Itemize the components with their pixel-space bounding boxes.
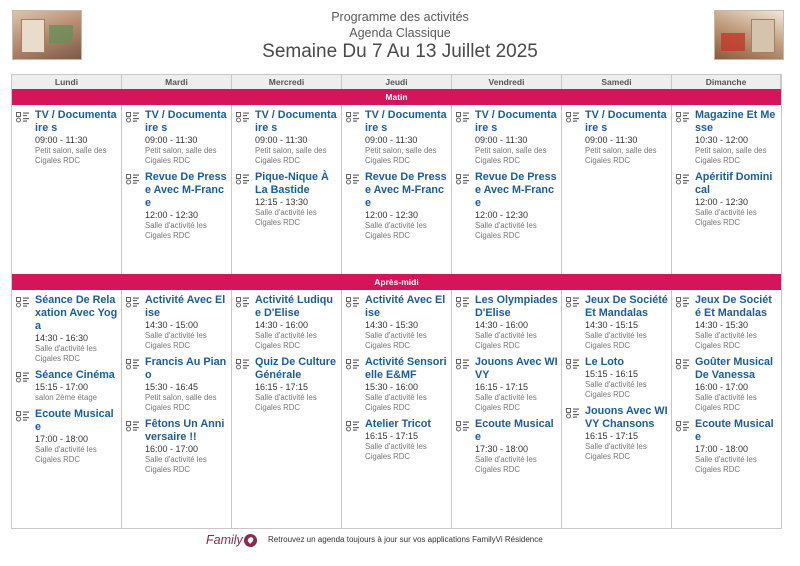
activity-item[interactable] [236, 356, 338, 413]
activity-title: Fêtons Un Anniversaire !! [145, 418, 225, 443]
activity-item[interactable] [346, 171, 448, 241]
activity-calendar-icon [16, 295, 30, 306]
activity-time: 17:30 - 18:00 [475, 444, 529, 454]
activity-time: 15:15 - 16:15 [585, 369, 639, 379]
activity-title: Activité Avec Elise [145, 294, 226, 319]
activity-title: Revue De Presse Avec M-France [475, 171, 557, 209]
activity-calendar-icon [16, 409, 30, 420]
afternoon-cell-dimanche [672, 290, 781, 528]
activity-item[interactable] [676, 418, 777, 475]
activity-calendar-icon [346, 357, 360, 368]
activity-calendar-icon [236, 110, 250, 121]
activity-time: 09:00 - 11:30 [145, 135, 198, 145]
activity-time: 12:00 - 12:30 [365, 210, 419, 220]
activity-item[interactable] [676, 294, 777, 351]
activity-title: Ecoute Musicale [695, 418, 774, 443]
activity-location: Salle d'activité les Cigales RDC [365, 442, 427, 461]
activity-time: 12:00 - 12:30 [145, 210, 199, 220]
activity-calendar-icon [676, 110, 690, 121]
activity-item[interactable] [346, 294, 448, 351]
activity-item[interactable] [566, 405, 668, 462]
afternoon-cell-vendredi [452, 290, 562, 528]
activity-calendar-icon [456, 295, 470, 306]
activity-item[interactable] [126, 418, 228, 475]
activity-item[interactable] [566, 356, 668, 400]
activity-time: 12:00 - 12:30 [695, 197, 749, 207]
activity-item[interactable] [16, 294, 118, 364]
activity-item[interactable] [346, 418, 448, 462]
activity-location: Petit salon, salle des Cigales RDC [475, 146, 547, 165]
activity-item[interactable] [236, 109, 338, 166]
activity-calendar-icon [676, 357, 690, 368]
activity-title: Jouons Avec WIVY [475, 356, 558, 381]
afternoon-cell-samedi [562, 290, 672, 528]
activity-calendar-icon [126, 172, 140, 183]
activity-time: 15:30 - 16:00 [365, 382, 419, 392]
activity-item[interactable] [346, 356, 448, 413]
activity-time: 16:15 - 17:15 [585, 431, 639, 441]
activity-location: Salle d'activité les Cigales RDC [585, 331, 647, 350]
activity-time: 09:00 - 11:30 [585, 135, 638, 145]
activity-title: Séance De Relaxation Avec Yoga [35, 294, 118, 332]
activity-calendar-icon [676, 419, 690, 430]
activity-title: TV / Documentaire s [35, 109, 117, 134]
activity-calendar-icon [16, 110, 30, 121]
activity-title: TV / Documentaire s [365, 109, 447, 134]
activity-location: Salle d'activité les Cigales RDC [695, 331, 757, 350]
residence-photo-right [714, 10, 784, 60]
activity-time: 14:30 - 15:30 [365, 320, 419, 330]
activity-title: Pique-Nique À La Bastide [255, 171, 329, 196]
activity-calendar-icon [346, 172, 360, 183]
activity-title: Le Loto [585, 356, 624, 368]
activity-title: Activité Sensorielle E&MF [365, 356, 447, 381]
activity-location: Salle d'activité les Cigales RDC [365, 331, 427, 350]
activity-location: Salle d'activité les Cigales RDC [255, 331, 317, 350]
activity-title: Jouons Avec WIVY Chansons [585, 405, 668, 430]
activity-time: 16:15 - 17:15 [365, 431, 419, 441]
day-header-5: Samedi [562, 75, 672, 89]
activity-time: 15:30 - 16:45 [145, 382, 199, 392]
activity-item[interactable] [126, 356, 228, 413]
activity-time: 09:00 - 11:30 [475, 135, 528, 145]
activity-item[interactable] [126, 109, 228, 166]
weekly-schedule-grid [11, 74, 782, 529]
activity-calendar-icon [566, 357, 580, 368]
activity-item[interactable] [566, 294, 668, 351]
activity-time: 09:00 - 11:30 [35, 135, 88, 145]
activity-time: 15:15 - 17:00 [35, 382, 89, 392]
activity-calendar-icon [676, 172, 690, 183]
morning-cell-samedi [562, 105, 672, 274]
activity-calendar-icon [566, 406, 580, 417]
activity-calendar-icon [126, 295, 140, 306]
activity-calendar-icon [676, 295, 690, 306]
activity-item[interactable] [566, 109, 668, 166]
afternoon-cell-lundi [12, 290, 122, 528]
activity-item[interactable] [456, 109, 558, 166]
activity-title: Atelier Tricot [365, 418, 431, 430]
activity-time: 09:00 - 11:30 [365, 135, 418, 145]
activity-time: 14:30 - 16:00 [255, 320, 309, 330]
activity-location: Salle d'activité les Cigales RDC [695, 208, 757, 227]
activity-time: 12:15 - 13:30 [255, 197, 309, 207]
activity-calendar-icon [456, 357, 470, 368]
morning-cell-mardi [122, 105, 232, 274]
activity-item[interactable] [676, 171, 777, 228]
activity-title: Activité Avec Elise [365, 294, 446, 319]
activity-location: Petit salon, salle des Cigales RDC [145, 393, 217, 412]
activity-time: 16:00 - 17:00 [695, 382, 749, 392]
activity-location: Salle d'activité les Cigales RDC [255, 393, 317, 412]
morning-cell-jeudi [342, 105, 452, 274]
afternoon-cell-mercredi [232, 290, 342, 528]
activity-location: Salle d'activité les Cigales RDC [475, 455, 537, 474]
activity-calendar-icon [236, 357, 250, 368]
activity-item[interactable] [126, 294, 228, 351]
activity-title: Quiz De Culture Générale [255, 356, 336, 381]
afternoon-cell-jeudi [342, 290, 452, 528]
activity-time: 14:30 - 15:30 [695, 320, 749, 330]
activity-time: 14:30 - 15:15 [585, 320, 639, 330]
activity-location: Salle d'activité les Cigales RDC [475, 331, 537, 350]
activity-title: TV / Documentaire s [145, 109, 227, 134]
activity-location: Salle d'activité les Cigales RDC [585, 442, 647, 461]
activity-title: TV / Documentaire s [255, 109, 337, 134]
activity-location: Salle d'activité les Cigales RDC [365, 393, 427, 412]
brand-logo: Family [206, 533, 243, 547]
activity-time: 16:15 - 17:15 [475, 382, 529, 392]
activity-title: Jeux De Société Et Mandalas [585, 294, 668, 319]
activity-location: Salle d'activité les Cigales RDC [365, 221, 427, 240]
activity-location: Salle d'activité les Cigales RDC [585, 380, 647, 399]
brand-heart-icon [244, 534, 257, 547]
activity-title: Magazine Et Messe [695, 109, 776, 134]
activity-calendar-icon [346, 295, 360, 306]
activity-calendar-icon [566, 110, 580, 121]
day-header-0: Lundi [12, 75, 122, 89]
activity-title: Activité Ludique D'Elise [255, 294, 333, 319]
program-title: Programme des activités [331, 10, 469, 24]
activity-title: Goûter Musical De Vanessa [695, 356, 773, 381]
day-header-1: Mardi [122, 75, 232, 89]
activity-time: 16:15 - 17:15 [255, 382, 309, 392]
activity-item[interactable] [16, 408, 118, 465]
activity-location: Petit salon, salle des Cigales RDC [145, 146, 217, 165]
activity-location: Salle d'activité les Cigales RDC [475, 221, 537, 240]
activity-calendar-icon [566, 295, 580, 306]
activity-location: Salle d'activité les Cigales RDC [695, 393, 757, 412]
activity-calendar-icon [236, 295, 250, 306]
activity-title: TV / Documentaire s [585, 109, 667, 134]
page-header [0, 0, 800, 72]
activity-location: Salle d'activité les Cigales RDC [145, 455, 207, 474]
activity-time: 14:30 - 16:00 [475, 320, 529, 330]
activity-calendar-icon [346, 419, 360, 430]
week-title: Semaine Du 7 Au 13 Juillet 2025 [262, 41, 538, 62]
activity-location: Salle d'activité les Cigales RDC [35, 445, 97, 464]
activity-location: Salle d'activité les Cigales RDC [145, 221, 207, 240]
activity-item[interactable] [346, 109, 448, 166]
activity-calendar-icon [346, 110, 360, 121]
activity-location: Salle d'activité les Cigales RDC [145, 331, 207, 350]
activity-title: Les Olympiades D'Elise [475, 294, 558, 319]
activity-time: 09:00 - 11:30 [255, 135, 308, 145]
activity-calendar-icon [456, 172, 470, 183]
activity-item[interactable] [16, 369, 118, 403]
activity-calendar-icon [456, 419, 470, 430]
activity-title: TV / Documentaire s [475, 109, 557, 134]
morning-cell-dimanche [672, 105, 781, 274]
activity-item[interactable] [456, 356, 558, 413]
activity-location: Petit salon, salle des Cigales RDC [35, 146, 107, 165]
morning-band: Matin [12, 89, 781, 105]
morning-cell-vendredi [452, 105, 562, 274]
day-header-4: Vendredi [452, 75, 562, 89]
activity-item[interactable] [676, 356, 777, 413]
activity-location: Salle d'activité les Cigales RDC [695, 455, 757, 474]
activity-calendar-icon [126, 110, 140, 121]
afternoon-cell-mardi [122, 290, 232, 528]
activity-location: Salle d'activité les Cigales RDC [255, 208, 317, 227]
activity-location: Petit salon, salle des Cigales RDC [585, 146, 657, 165]
day-header-6: Dimanche [672, 75, 781, 89]
footer-text: Retrouvez un agenda toujours à jour sur vos applications FamilyVi Résidence [268, 535, 543, 544]
activity-item[interactable] [236, 171, 338, 228]
activity-calendar-icon [126, 357, 140, 368]
morning-cell-mercredi [232, 105, 342, 274]
activity-calendar-icon [236, 172, 250, 183]
day-header-3: Jeudi [342, 75, 452, 89]
activity-time: 17:00 - 18:00 [35, 434, 89, 444]
agenda-subtitle: Agenda Classique [349, 26, 451, 40]
activity-title: Ecoute Musicale [35, 408, 114, 433]
activity-time: 17:00 - 18:00 [695, 444, 749, 454]
activity-item[interactable] [236, 294, 338, 351]
activity-location: Petit salon, salle des Cigales RDC [365, 146, 437, 165]
afternoon-band: Après-midi [12, 274, 781, 290]
morning-cell-lundi [12, 105, 122, 274]
activity-location: Salle d'activité les Cigales RDC [35, 344, 97, 363]
activity-title: Jeux De Société Et Mandalas [695, 294, 772, 319]
day-header-2: Mercredi [232, 75, 342, 89]
page-footer [0, 531, 800, 551]
activity-title: Séance Cinéma [35, 369, 115, 381]
activity-title: Francis Au Piano [145, 356, 227, 381]
activity-time: 14:30 - 16:30 [35, 333, 89, 343]
activity-time: 10:30 - 12:00 [695, 135, 749, 145]
activity-time: 16:00 - 17:00 [145, 444, 199, 454]
activity-item[interactable] [126, 171, 228, 241]
activity-item[interactable] [456, 418, 558, 475]
activity-calendar-icon [456, 110, 470, 121]
activity-calendar-icon [16, 370, 30, 381]
activity-calendar-icon [126, 419, 140, 430]
activity-location: Petit salon, salle des Cigales RDC [695, 146, 767, 165]
activity-location: Petit salon, salle des Cigales RDC [255, 146, 327, 165]
activity-title: Ecoute Musicale [475, 418, 554, 443]
activity-item[interactable] [16, 109, 118, 166]
activity-item[interactable] [676, 109, 777, 166]
activity-title: Apéritif Dominical [695, 171, 773, 196]
activity-location: salon 2ème étage [35, 393, 97, 402]
activity-time: 12:00 - 12:30 [475, 210, 529, 220]
activity-location: Salle d'activité les Cigales RDC [475, 393, 537, 412]
activity-title: Revue De Presse Avec M-France [145, 171, 227, 209]
activity-time: 14:30 - 15:00 [145, 320, 199, 330]
activity-item[interactable] [456, 294, 558, 351]
activity-item[interactable] [456, 171, 558, 241]
activity-title: Revue De Presse Avec M-France [365, 171, 447, 209]
